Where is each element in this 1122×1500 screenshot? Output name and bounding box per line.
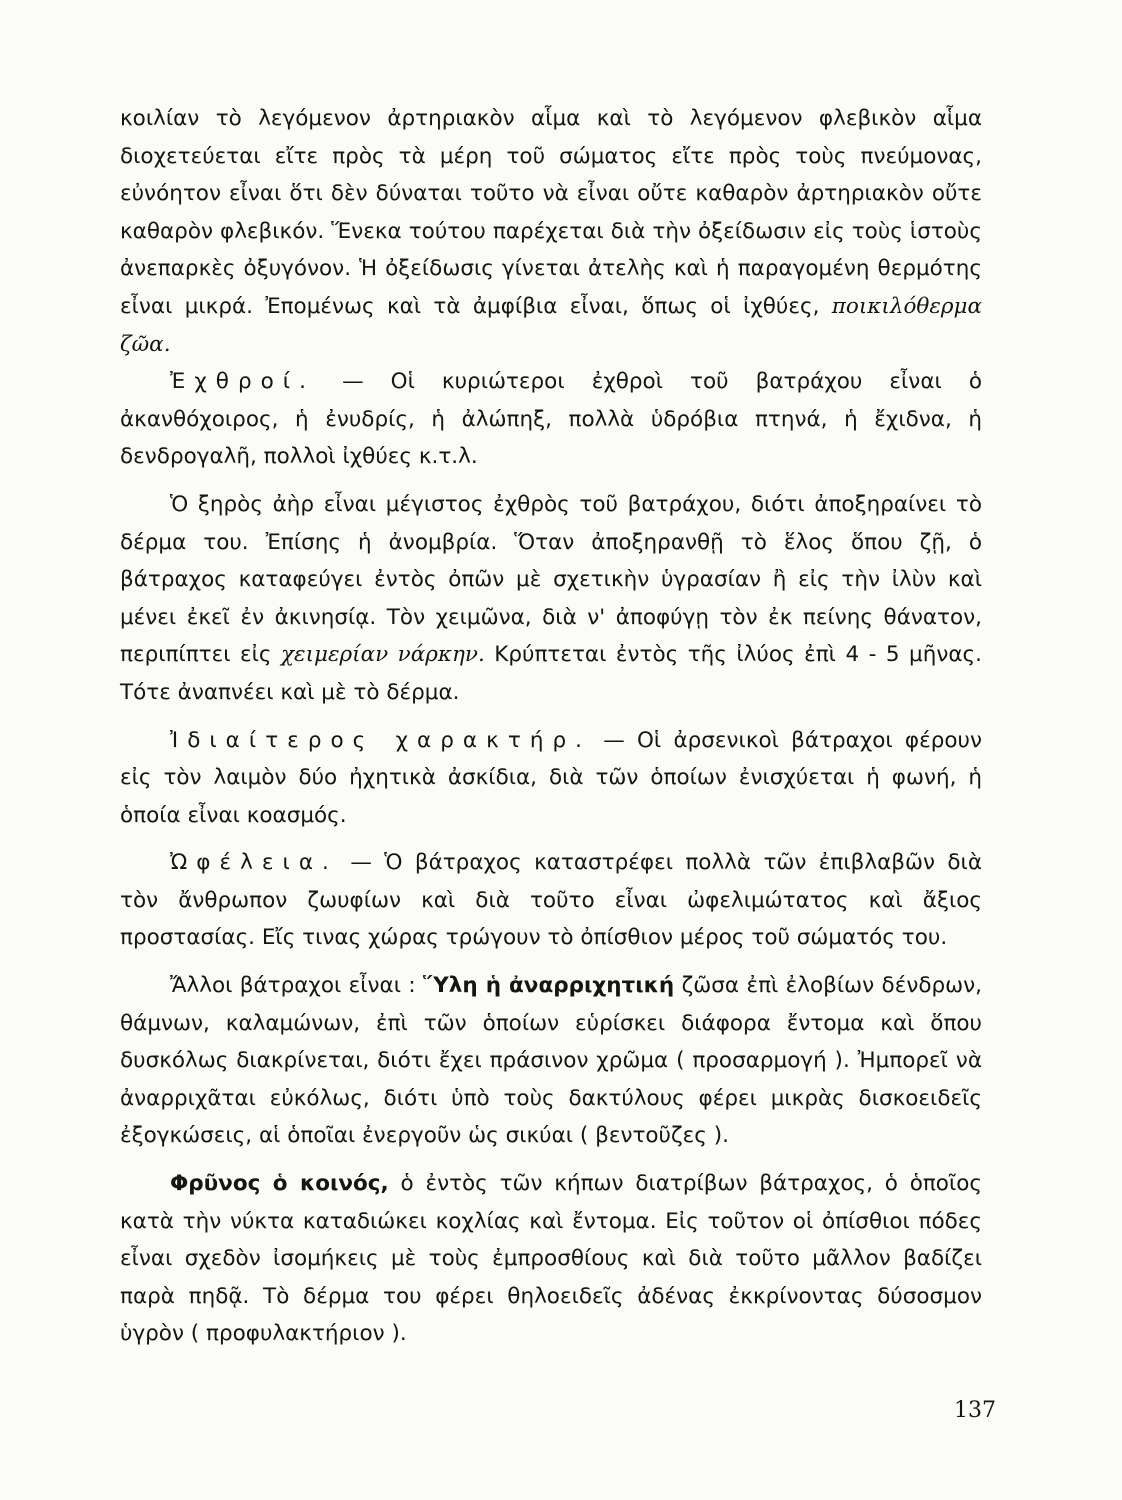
characteristic-heading: Ἰδιαίτερος χαρακτήρ. <box>170 727 592 753</box>
benefit-heading: Ὠφέλεια. <box>170 850 338 876</box>
paragraph-enemies <box>120 363 982 476</box>
body-text <box>120 100 982 1353</box>
other-frogs-intro: Ἄλλοι βάτραχοι εἶναι : <box>170 973 416 999</box>
hibernation-term: χειμερίαν νάρκην. <box>281 642 485 668</box>
paragraph-characteristic <box>120 722 982 835</box>
toad-name: Φρῦνος ὁ κοινός, <box>170 1171 389 1197</box>
enemies-heading: Ἐχθροί. <box>170 369 315 395</box>
poikilothermic-term: ποικιλόθερμα ζῶα. <box>120 293 982 357</box>
paragraph-toad <box>120 1165 982 1353</box>
tree-frog-name: Ὕλη ἡ ἀναρριχητική <box>423 973 675 999</box>
paragraph-dry-air <box>120 486 982 712</box>
toad-text: ὁ ἐντὸς τῶν κήπων διατρίβων βάτραχος, ὁ ὁποῖος κατὰ τὴν νύκτα καταδιώκει κοχλίας καὶ ἔντομα. Εἰς τοῦτον οἱ ὀπίσθιοι πόδες εἶναι σχεδὸν ἰσομήκεις μὲ τοὺς ἐμπροσθίους καὶ διὰ τοῦτο μᾶλλον βαδίζει παρὰ πηδᾷ. Τὸ δέρμα του φέρει θηλοειδεῖς ἀδένας ἐκκρίνοντας δύσοσμον ὑγρὸν ( προφυλακτήριον ). <box>120 1171 982 1347</box>
benefit-text: — Ὁ βάτραχος καταστρέφει πολλὰ τῶν ἐπιβλαβῶν διὰ τὸν ἄνθρωπον ζωυφίων καὶ διὰ τοῦτο εἶναι ὠφελιμώτατος καὶ ἄξιος προστασίας. Εἴς τινας χώρας τρώγουν τὸ ὀπίσθιον μέρος τοῦ σώματός του. <box>120 850 982 951</box>
paragraph-benefit <box>120 844 982 957</box>
enemies-text: — Οἱ κυριώτεροι ἐχθροὶ τοῦ βατράχου εἶναι ὁ ἀκανθόχοιρος, ἡ ἐνυδρίς, ἡ ἀλώπηξ, πολλὰ ὑδρόβια πτηνά, ἡ ἔχιδνα, ἡ δενδρογαλῆ, πολλοὶ ἰχθύες κ.τ.λ. <box>120 369 982 470</box>
paragraph-other-frogs <box>120 967 982 1155</box>
paragraph-circulation <box>120 100 982 363</box>
dry-air-text: Ὁ ξηρὸς ἀὴρ εἶναι μέγιστος ἐχθρὸς τοῦ βατράχου, διότι ἀποξηραίνει τὸ δέρμα του. Ἐπίσης ἡ ἀνομβρία. Ὅταν ἀποξηρανθῇ τὸ ἕλος ὅπου ζῇ, ὁ βάτραχος καταφεύγει ἐντὸς ὀπῶν μὲ σχετικὴν ὑγρασίαν ἢ εἰς τὴν ἰλὺν καὶ μένει ἐκεῖ ἐν ἀκινησίᾳ. Τὸν χειμῶνα, διὰ ν' ἀποφύγῃ τὸν ἐκ πείνης θάνατον, περιπίπτει εἰς <box>120 491 982 668</box>
tree-frog-text: ζῶσα ἐπὶ ἐλοβίων δένδρων, θάμνων, καλαμώνων, ἐπὶ τῶν ὁποίων εὑρίσκει διάφορα ἔντομα καὶ ὅπου δυσκόλως διακρίνεται, διότι ἔχει πράσινον χρῶμα ( προσαρμογή ). Ἠμπορεῖ νὰ ἀναρριχᾶται εὐκόλως, διότι ὑπὸ τοὺς δακτύλους φέρει μικρὰς δισκοειδεῖς ἐξογκώσεις, αἱ ὁποῖαι ἐνεργοῦν ὡς σικύαι ( βεντοῦζες ). <box>120 973 982 1149</box>
dry-air-text-end: Κρύπτεται ἐντὸς τῆς ἰλύος ἐπὶ 4 - 5 μῆνας. Τότε ἀναπνέει καὶ μὲ τὸ δέρμα. <box>120 642 982 705</box>
characteristic-text: — Οἱ ἀρσενικοὶ βάτραχοι φέρουν εἰς τὸν λαιμὸν δύο ἠχητικὰ ἀσκίδια, διὰ τῶν ὁποίων ἐνισχύεται ἡ φωνή, ἡ ὁποία εἶναι κοασμός. <box>120 727 982 828</box>
page-number: 137 <box>954 1398 996 1423</box>
circulation-text: κοιλίαν τὸ λεγόμενον ἀρτηριακὸν αἷμα καὶ τὸ λεγόμενον φλεβικὸν αἷμα διοχετεύεται εἴτε πρὸς τὰ μέρη τοῦ σώματος εἴτε πρὸς τοὺς πνεύμονας, εὐνόητον εἶναι ὅτι δὲν δύναται τοῦτο νὰ εἶναι οὔτε καθαρὸν ἀρτηριακὸν οὔτε καθαρὸν φλεβικόν. Ἕνεκα τούτου παρέχεται διὰ τὴν ὀξείδωσιν εἰς τοὺς ἱστοὺς ἀνεπαρκὲς ὀξυγόνον. Ἡ ὀξείδωσις γίνεται ἀτελὴς καὶ ἡ παραγομένη θερμότης εἶναι μικρά. Ἐπομένως καὶ τὰ ἀμφίβια εἶναι, ὅπως οἱ ἰχθύες, <box>120 106 982 319</box>
